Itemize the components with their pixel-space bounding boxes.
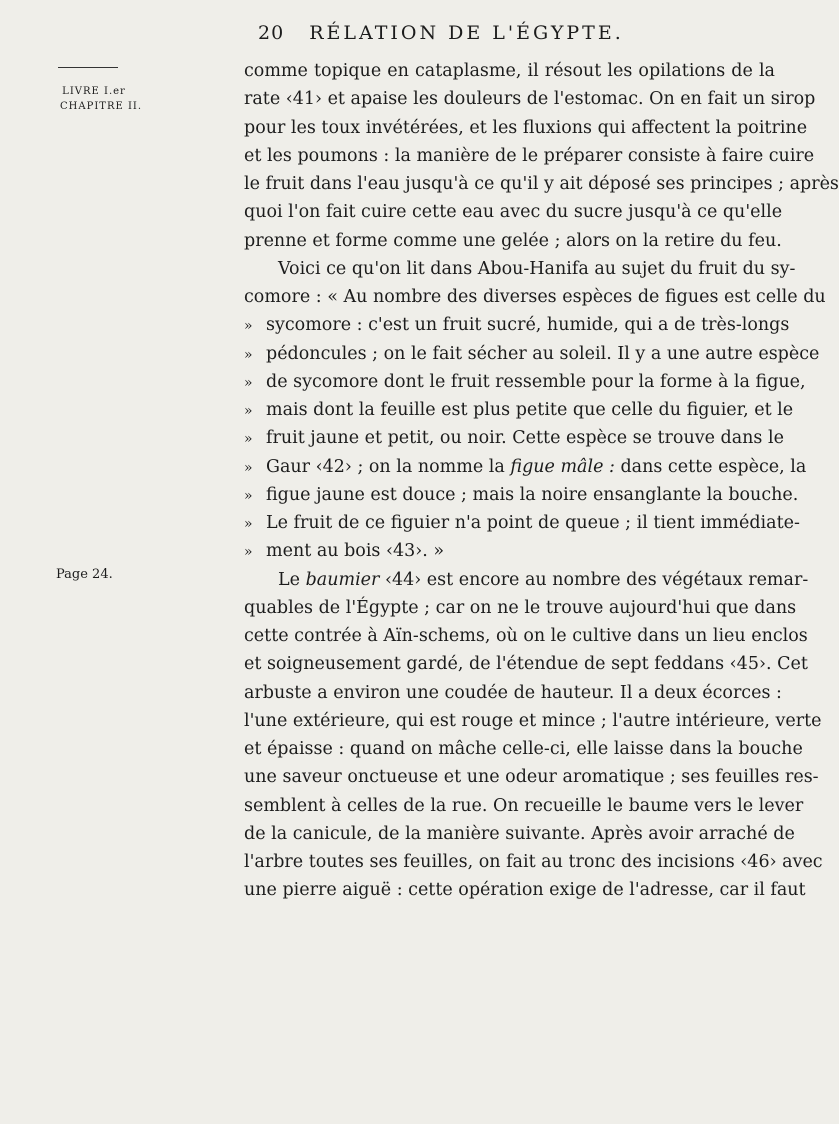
text-line: dans cette espèce, la (620, 456, 807, 477)
margin-note (60, 84, 143, 114)
quoted-line (244, 453, 807, 481)
margin-rule (58, 67, 118, 68)
text-line: le fruit dans l'eau jusqu'à ce qu'il y ait déposé ses principes ; après (244, 174, 839, 194)
text-line: Gaur ‹42› ; on la nomme la (266, 456, 505, 477)
text-line: rate ‹41› et apaise les douleurs de l'estomac. On en fait un sirop (244, 89, 816, 110)
page-header (258, 22, 698, 44)
quote-mark: » (244, 459, 253, 476)
quoted-line (244, 368, 806, 396)
quoted-line (244, 340, 820, 368)
quote-mark: » (244, 431, 253, 448)
margin-book-label: LIVRE I.er (62, 86, 126, 97)
text-line: pour les toux invétérées, et les fluxions qui affectent la poitrine (244, 117, 808, 138)
text-line: une pierre aiguë : cette opération exige de l'adresse, car il faut (244, 880, 806, 901)
italic-term: figue mâle : (510, 456, 615, 477)
text-line: quables de l'Égypte ; car on ne le trouve aujourd'hui que dans (244, 597, 797, 618)
quote-mark: » (244, 403, 253, 419)
text-line: et soigneusement gardé, de l'étendue de sept feddans ‹45›. Cet (244, 654, 808, 675)
text-line: comme topique en cataplasme, il résout les opilations de la (244, 61, 775, 81)
text-line: semblent à celles de la rue. On recueille le baume vers le lever (244, 795, 804, 816)
text-line: figue jaune est douce ; mais la noire ensanglante la bouche. (266, 484, 799, 505)
text-line: sycomore : c'est un fruit sucré, humide, qui a de très-longs (266, 315, 790, 336)
text-line: pédoncules ; on le fait sécher au soleil. Il y a une autre espèce (266, 343, 820, 364)
quote-mark: » (244, 346, 253, 363)
text-line: quoi l'on fait cuire cette eau avec du sucre jusqu'à ce qu'elle (244, 202, 783, 223)
text-line: et les poumons : la manière de le préparer consiste à faire cuire (244, 145, 815, 166)
word-le: Le (278, 569, 300, 590)
text-line: de la canicule, de la manière suivante. Après avoir arraché de (244, 823, 795, 844)
text-line: prenne et forme comme une gelée ; alors on la retire du feu. (244, 230, 782, 251)
quote-mark: » (244, 487, 253, 504)
text-line: de sycomore dont le fruit ressemble pour la forme à la figue, (266, 371, 806, 392)
body-text (244, 57, 839, 905)
text-line: Voici ce qu'on lit dans Abou-Hanifa au sujet du fruit du sy- (278, 258, 796, 279)
text-line: ment au bois ‹43›. » (266, 541, 445, 562)
text-line: comore : « Au nombre des diverses espèces de figues est celle du (244, 287, 826, 307)
quoted-line (244, 537, 775, 565)
quoted-line (244, 509, 800, 537)
text-line: fruit jaune et petit, ou noir. Cette espèce se trouve dans le (266, 428, 784, 449)
text-line: une saveur onctueuse et une odeur aromatique ; ses feuilles res- (244, 767, 819, 788)
margin-chapter-label: CHAPITRE II. (60, 101, 143, 112)
quote-mark: » (244, 374, 253, 391)
quoted-line (244, 396, 794, 424)
quote-mark: » (244, 544, 253, 561)
page-number: 20 (258, 22, 285, 44)
text-line: mais dont la feuille est plus petite que celle du figuier, et le (266, 400, 794, 420)
italic-term: baumier (305, 569, 380, 590)
quote-mark: » (244, 516, 253, 532)
text-line: arbuste a environ une coudée de hauteur. Il a deux écorces : (244, 682, 782, 703)
text-line: ‹44› est encore au nombre des végétaux remar- (384, 569, 809, 590)
running-title: RÉLATION DE L'ÉGYPTE. (309, 22, 624, 44)
text-line: l'arbre toutes ses feuilles, on fait au tronc des incisions ‹46› avec (244, 852, 823, 872)
quote-mark: » (244, 318, 253, 335)
text-line: Le fruit de ce figuier n'a point de queue ; il tient immédiate- (266, 513, 800, 533)
text-line: cette contrée à Aïn-schems, où on le cultive dans un lieu enclos (244, 626, 808, 646)
quoted-line (244, 311, 790, 339)
quoted-line (244, 424, 784, 452)
text-line: et épaisse : quand on mâche celle-ci, elle laisse dans la bouche (244, 739, 803, 759)
margin-page-ref: Page 24. (56, 567, 113, 582)
text-line: l'une extérieure, qui est rouge et mince ; l'autre intérieure, verte (244, 710, 822, 731)
text-line (244, 566, 809, 594)
quoted-line (244, 481, 799, 509)
